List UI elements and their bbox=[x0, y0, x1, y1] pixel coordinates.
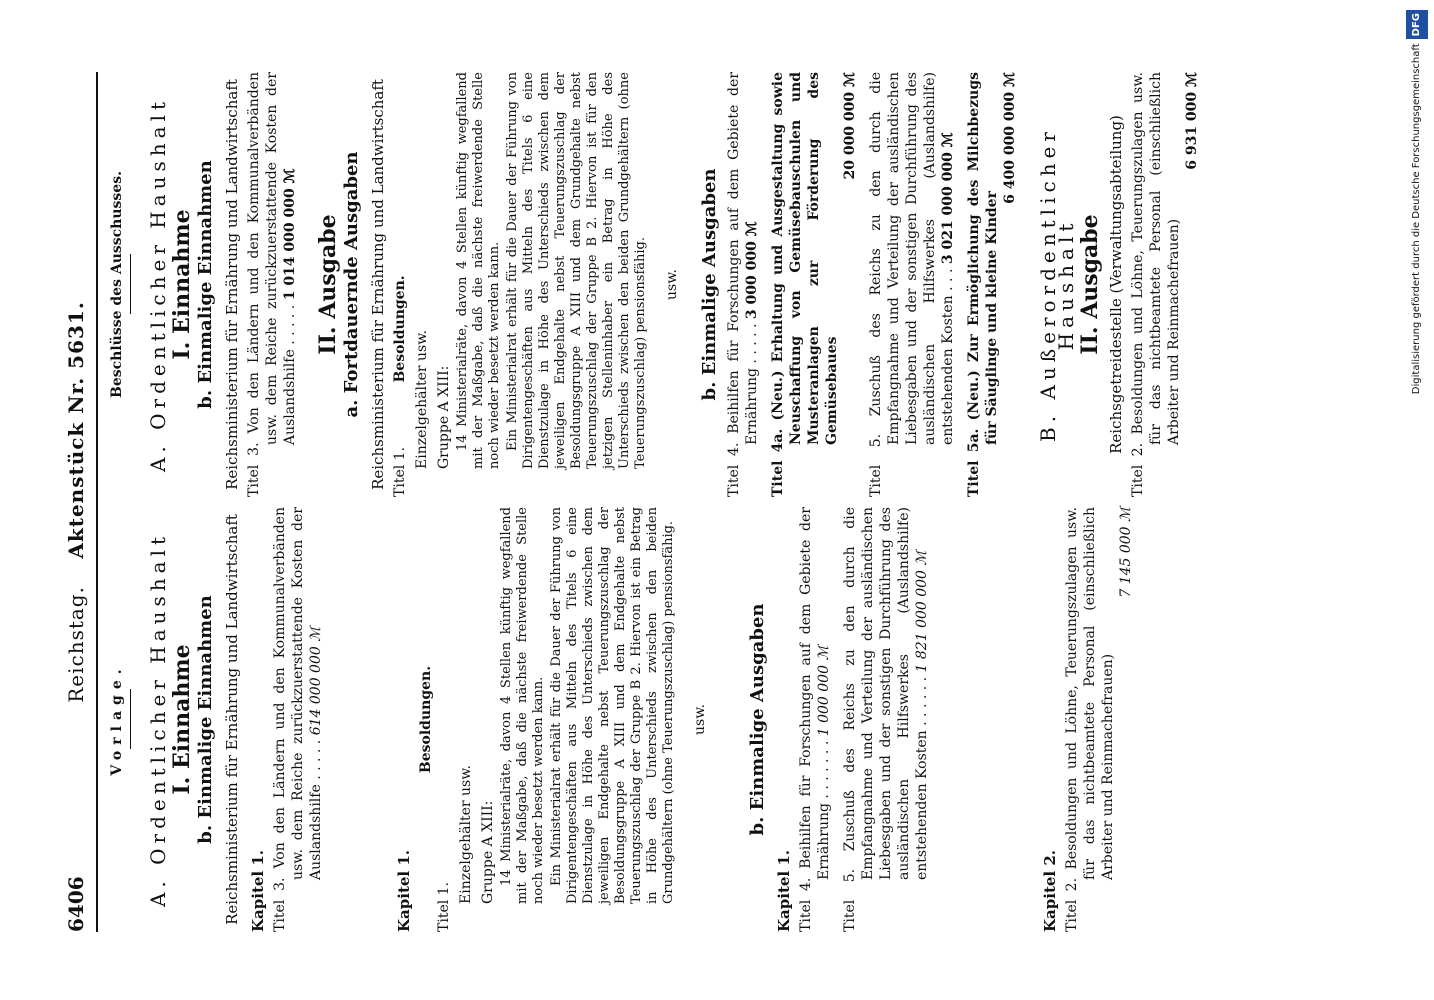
titel5a-text: Titel 5a. (Neu.) Zur Ermöglichung des Milchbezugs für Säuglinge und kleine Kinder bbox=[966, 72, 1000, 497]
titel5-text: Titel 5. Zuschuß des Reichs zu den durch die Empfangnahme und Verteilung der ausländischen Liebesgaben und der sonstigen Durchführung des ausländischen Hilfswerkes (Auslandshilfe) entstehenden Kosten bbox=[842, 507, 930, 932]
titel4-text: Titel 4. Beihilfen für Forschungen auf dem Gebiete der Ernährung bbox=[726, 72, 760, 497]
paragraph: Ein Ministerialrat erhält für die Dauer der Führung von Dirigentengeschäften aus Mitteln des Titels 6 eine Dienstzulage in Höhe des Unterschieds zwischen dem jeweiligen Endgehalte nebst Teuerungszuschlag der Besoldungsgruppe A XIII und dem Endgehalte nebst Teuerungszuschlag der Gruppe B 2. Hiervon ist ein Betrag in Höhe des Unterschieds zwischen den beiden Grundgehältern (ohne Teuerungszuschlag) pensionsfähig. bbox=[549, 507, 676, 904]
titel3-entry: Titel 3. Von den Ländern und den Kommunalverbänden usw. dem Reiche zurückzuerstattende Kosten der Auslandshilfe . . . . . 614 000 000 ℳ bbox=[272, 507, 324, 932]
kapitel-label: Kapitel 1. bbox=[775, 850, 793, 932]
page-header bbox=[60, 72, 98, 932]
column-title: Beschlüsse des Ausschusses. bbox=[109, 171, 125, 398]
titel4-text: Titel 4. Beihilfen für Forschungen auf dem Gebiete der Ernährung bbox=[798, 507, 832, 932]
dfg-logo: DFG bbox=[1406, 10, 1428, 39]
expense-heading: II. Ausgabe bbox=[1077, 214, 1103, 355]
titel2-entry bbox=[1129, 72, 1201, 497]
titel2-amount: 7 145 000 ℳ bbox=[1118, 507, 1134, 598]
divider bbox=[130, 255, 131, 315]
left-column bbox=[108, 507, 1143, 932]
titel5-entry: Titel 5. Zuschuß des Reichs zu den durch die Empfangnahme und Verteilung der ausländischen Liebesgaben und der sonstigen Durchführung des ausländischen Hilfswerkes (Auslandshilfe) entstehenden Kosten . . . 3 021 000 000 ℳ bbox=[868, 72, 956, 497]
titel2-text: Titel 2. Besoldungen und Löhne, Teuerungszulagen usw. für das nichtbeamtete Personal (einschließlich Arbeiter und Reinmachefrauen) bbox=[1064, 507, 1116, 932]
ministry-heading: Reichsministerium für Ernährung und Landwirtschaft bbox=[369, 79, 387, 490]
header-right: Aktenstück Nr. 5631. bbox=[64, 301, 88, 559]
titel4a-amount: 20 000 000 ℳ bbox=[842, 72, 858, 180]
ministry-heading: Reichsministerium für Ernährung und Landwirtschaft bbox=[223, 514, 241, 925]
paragraph: 14 Ministerialräte, davon 4 Stellen künftig wegfallend mit der Maßgabe, daß die nächste freiwerdende Stelle noch wieder besetzt werden kann. bbox=[499, 507, 546, 904]
titel5-amount: 1 821 000 000 ℳ bbox=[914, 550, 930, 673]
titel5-text: Titel 5. Zuschuß des Reichs zu den durch die Empfangnahme und Verteilung der ausländischen Liebesgaben und der sonstigen Durchführung des ausländischen Hilfswerkes (Auslandshilfe) entstehenden Kosten bbox=[868, 72, 956, 497]
section-heading: B. Außerordentlicher Haushalt bbox=[1036, 127, 1078, 442]
kapitel-label: Kapitel 1. bbox=[249, 850, 267, 932]
income-heading: I. Einnahme bbox=[169, 644, 195, 795]
besoldungen-heading: Besoldungen. bbox=[418, 665, 434, 774]
paragraph: Ein Ministerialrat erhält für die Dauer der Führung von Dirigentengeschäften aus Mitteln des Titels 6 eine Dienstzulage in Höhe des Unterschieds zwischen dem jeweiligen Endgehalte nebst Teuerungszuschlag der Besoldungsgruppe A XIII und dem Grundgehalte nebst Teuerungszuschlag der Gruppe B 2. Hiervon ist für den jetzigen Stelleninhaber ein Betrag in Höhe des Unterschieds zwischen den beiden Grundgehältern (ohne Teuerungszuschlag) pensionsfähig. bbox=[505, 72, 648, 469]
titel4a-text: Titel 4a. (Neu.) Erhaltung und Ausgestaltung sowie Neuschaffung von Gemüsebauschulen und Musteranlagen zur Förderung des Gemüsebaues bbox=[770, 72, 840, 497]
usw-text: usw. bbox=[692, 704, 708, 735]
usw-text: usw. bbox=[664, 269, 680, 300]
titel1-label: Titel 1. bbox=[436, 881, 452, 932]
dfg-footer bbox=[1406, 10, 1428, 990]
titel2-entry bbox=[1063, 507, 1135, 932]
ministry-heading: Reichsministerium für Ernährung und Landwirtschaft bbox=[223, 79, 241, 490]
right-column bbox=[108, 72, 1209, 497]
income-subheading: b. Einmalige Einnahmen bbox=[195, 595, 216, 844]
section-heading: A. Ordentlicher Haushalt bbox=[146, 531, 170, 908]
header-left: Reichstag. bbox=[64, 586, 88, 703]
titel4-amount: 3 000 000 ℳ bbox=[744, 221, 760, 320]
besoldungen-heading: Besoldungen. bbox=[392, 275, 408, 383]
section-heading: A. Ordentlicher Haushalt bbox=[146, 96, 170, 473]
titel3-text: Titel 3. Von den Ländern und den Kommunalverbänden usw. dem Reiche zurückzuerstattende Kosten der Auslandshilfe bbox=[246, 72, 298, 497]
footer-text-wrap bbox=[1406, 10, 1428, 990]
header-title bbox=[64, 72, 88, 932]
titel2-text: Titel 2. Besoldungen und Löhne, Teuerungszulagen usw. für das nichtbeamtete Personal (einschließlich Arbeiter und Reinmachefrauen) bbox=[1130, 72, 1182, 497]
two-column-body bbox=[108, 72, 1408, 932]
column-title: Vorlage. bbox=[109, 663, 125, 776]
expense-heading: II. Ausgabe bbox=[315, 214, 341, 355]
kapitel-label: Kapitel 1. bbox=[395, 850, 413, 932]
titel1-row bbox=[391, 72, 409, 497]
gruppe-label: Gruppe A XIII: bbox=[480, 800, 496, 904]
titel3-text: Titel 3. Von den Ländern und den Kommunalverbänden usw. dem Reiche zurückzuerstattende Kosten der Auslandshilfe bbox=[272, 507, 324, 932]
once-subheading: b. Einmalige Ausgaben bbox=[747, 603, 768, 836]
income-subheading: b. Einmalige Einnahmen bbox=[195, 160, 216, 409]
titel4-entry: Titel 4. Beihilfen für Forschungen auf dem Gebiete der Ernährung . . . . . 3 000 000 ℳ bbox=[726, 72, 760, 497]
titel4a-entry bbox=[769, 72, 859, 497]
divider bbox=[130, 690, 131, 750]
footer-text: Digitalisierung gefördert durch die Deutsche Forschungsgemeinschaft bbox=[1411, 43, 1422, 395]
titel5a-amount: 6 400 000 000 ℳ bbox=[1002, 72, 1018, 204]
einzelgehalter-label: Einzelgehälter usw. bbox=[458, 765, 474, 904]
titel3-amount: 614 000 000 ℳ bbox=[308, 626, 324, 736]
titel1-label: Titel 1. bbox=[392, 446, 408, 497]
titel5-amount: 3 021 000 000 ℳ bbox=[940, 132, 956, 265]
titel3-amount: 1 014 000 000 ℳ bbox=[282, 168, 298, 301]
titel5-entry: Titel 5. Zuschuß des Reichs zu den durch die Empfangnahme und Verteilung der ausländischen Liebesgaben und der sonstigen Durchführung des ausländischen Hilfswerkes (Auslandshilfe) entstehenden Kosten . . . . . . 1 821 000 000 ℳ bbox=[842, 507, 930, 932]
once-subheading: b. Einmalige Ausgaben bbox=[699, 168, 720, 401]
expense-subheading: a. Fortdauernde Ausgaben bbox=[341, 151, 362, 418]
einzelgehalter-label: Einzelgehälter usw. bbox=[414, 330, 430, 469]
titel4-entry: Titel 4. Beihilfen für Forschungen auf dem Gebiete der Ernährung . . . . . . . 1 000 000 ℳ bbox=[798, 507, 832, 932]
kapitel-label: Kapitel 2. bbox=[1041, 850, 1059, 932]
office-heading: Reichsgetreidestelle (Verwaltungsabteilung) bbox=[1107, 115, 1125, 454]
gruppe-label: Gruppe A XIII: bbox=[436, 365, 452, 469]
titel2-amount: 6 931 000 ℳ bbox=[1184, 72, 1200, 170]
paragraph: 14 Ministerialräte, davon 4 Stellen künftig wegfallend mit der Maßgabe, daß die nächste freiwerdende Stelle noch wieder besetzt werden kann. bbox=[455, 72, 502, 469]
income-heading: I. Einnahme bbox=[169, 209, 195, 360]
titel4-amount: 1 000 000 ℳ bbox=[816, 645, 832, 737]
titel5a-entry bbox=[965, 72, 1019, 497]
titel3-entry: Titel 3. Von den Ländern und den Kommunalverbänden usw. dem Reiche zurückzuerstattende Kosten der Auslandshilfe . . . . . 1 014 000 000 ℳ bbox=[246, 72, 298, 497]
page-number: 6406 bbox=[64, 876, 88, 932]
